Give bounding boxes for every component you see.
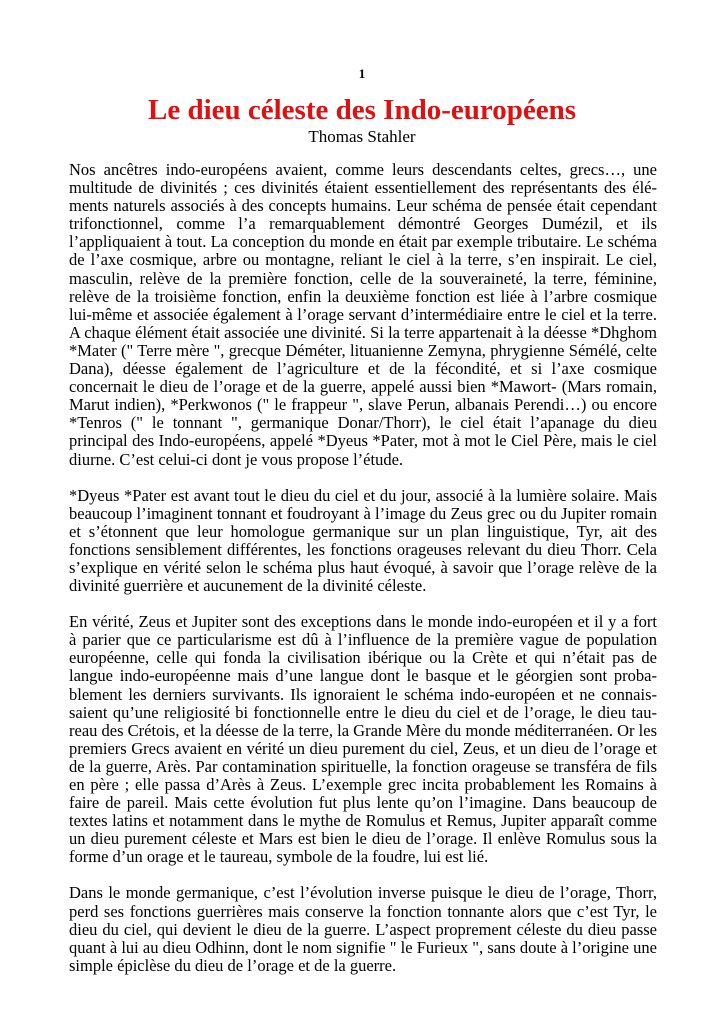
author-name: Thomas Stahler — [308, 127, 416, 146]
paragraph: *Dyeus *Pater est avant tout le dieu du ciel et du jour, associé à la lumière solaire. Mais beaucoup l’imaginent tonnant et foudroyant à l’image du Zeus grec ou du Jupiter romain et s’étonnent que leur homologue germanique sur un plan linguistique, Tyr, ait des fonctions sensiblement différentes, les fonctions orageuses relevant du dieu Thorr. Cela s’explique en vérité selon le schéma plus haut évoqué, à savoir que l’orage relève de la divinité guerrière et aucunement de la divinité céleste. — [69, 485, 657, 596]
page-title: Le dieu céleste des Indo-européens — [147, 94, 576, 126]
page-number: 1 — [358, 66, 366, 81]
paragraph: En vérité, Zeus et Jupiter sont des exceptions dans le monde indo-européen et il y a fort à parier que ce particularisme est dû à l’influence de la première vague de population européenne, celle qui fonda la civilisation ibérique ou la Crète et qui n’était pas de langue indo-européenne mais d’une langue dont le basque et le géorgien sont probablement les derniers survivants. Ils ignoraient le schéma indo-européen et ne connaissaient qu’une religiosité bi fonctionnelle entre le dieu du ciel et de l’orage, le dieu taureau des Crétois, et la déesse de la terre, la Grande Mère du monde méditerranéen. Or les premiers Grecs avaient en vérité un dieu purement du ciel, Zeus, et un dieu de l’orage et de la guerre, Arès. Par contamination spirituelle, la fonction orageuse se transféra de fils en père ; elle passa d’Arès à Zeus. L’exemple grec incita probablement les Romains à faire de pareil. Mais cette évolution fut plus lente qu’on l’imagine. Dans beaucoup de textes latins et notamment dans le mythe de Romulus et Remus, Jupiter apparaît comme un dieu purement céleste et Mars est bien le dieu de l’orage. Il enlève Romulus sous la forme d’un orage et le taureau, symbole de la foudre, lui est lié. — [69, 612, 657, 867]
paragraph: Nos ancêtres indo-européens avaient, comme leurs descendants celtes, grecs…, une multitude de divinités ; ces divinités étaient essentiellement des représentants des éléments naturels associés à des concepts humains. Leur schéma de pensée était cependant trifonctionnel, comme l’a remarquablement démontré Georges Dumézil, et ils l’appliquaient à tout. La conception du monde en était par exemple tributaire. Le schéma de l’axe cosmique, arbre ou montagne, reliant le ciel à la terre, s’en inspirait. Le ciel, masculin, relève de la première fonction, celle de la souveraineté, la terre, féminine, relève de la troisième fonction, enfin la deuxième fonction est liée à l’arbre cosmique lui-même et associée également à l’orage servant d’intermédiaire entre le ciel et la terre. A chaque élément était associée une divinité. Si la terre appartenait à la déesse *Dhghom *Mater (" Terre mère ", grecque Déméter, lituanienne Zemyna, phrygienne Sémélé, celte Dana), déesse également de l’agriculture et de la fécondité, et si l’axe cosmique concernait le dieu de l’orage et de la guerre, appelé aussi bien *Mawort- (Mars romain, Marut indien), *Perkwonos (" le frappeur ", slave Perun, albanais Perendi…) ou encore *Tenros (" le tonnant ", germanique Donar/Thorr), le ciel était l’apanage du dieu principal des Indo-européens, appelé *Dyeus *Pater, mot à mot le Ciel Père, mais le ciel diurne. C’est celui-ci dont je vous propose l’étude. — [69, 160, 657, 469]
article-body — [69, 161, 657, 993]
paragraph: Dans le monde germanique, c’est l’évolution inverse puisque le dieu de l’orage, Thorr, perd ses fonctions guerrières mais conserve la fonction tonnante alors que c’est Tyr, le dieu du ciel, qui devient le dieu de la guerre. L’aspect proprement céleste du dieu passe quant à lui au dieu Odhinn, dont le nom signifie " le Furieux ", sans doute à l’origine une simple épiclèse du dieu de l’orage et de la guerre. — [69, 883, 657, 975]
